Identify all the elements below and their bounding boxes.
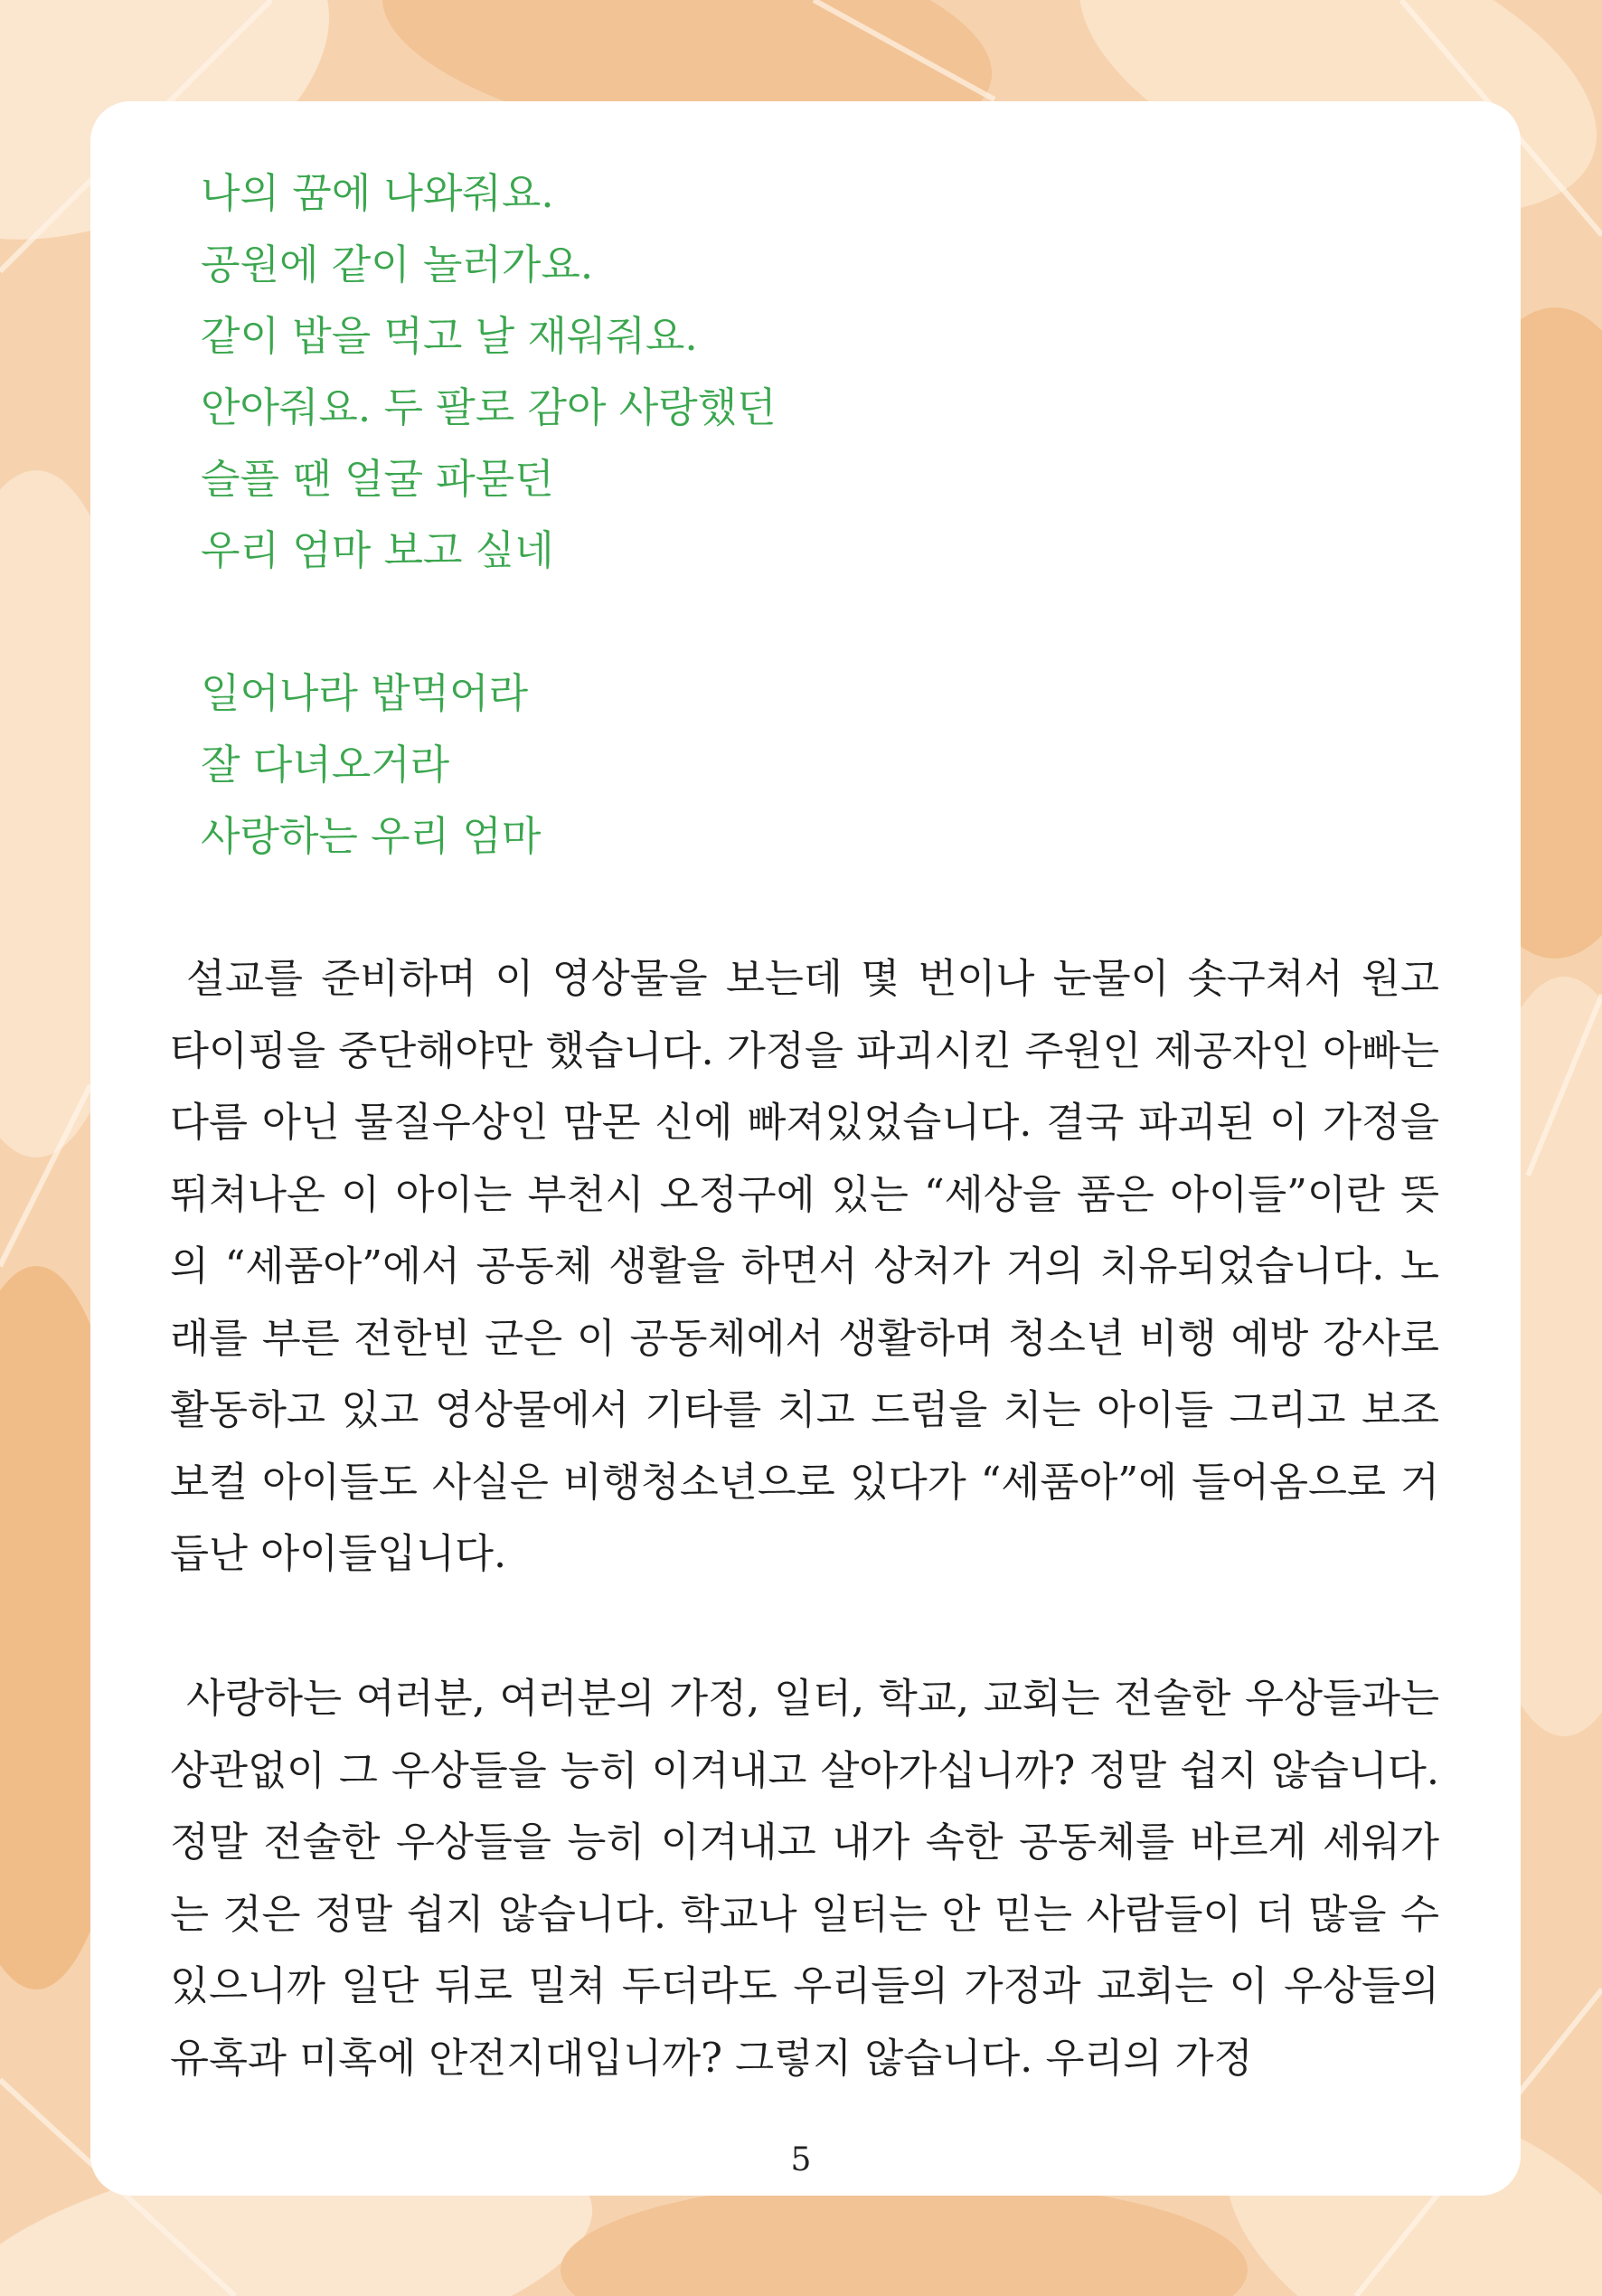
- stanza-gap: [201, 586, 777, 657]
- lyric-line: 슬플 땐 얼굴 파묻던: [201, 455, 554, 503]
- lyric-line: 안아줘요. 두 팔로 감아 사랑했던: [201, 383, 777, 431]
- body-paragraph-2: 사랑하는 여러분, 여러분의 가정, 일터, 학교, 교회는 전술한 우상들과는 상관없이 그 우상들을 능히 이겨내고 살아가십니까? 정말 쉽지 않습니다. 정말 전술한 우상들을 능히 이겨내고 내가 속한 공동체를 바르게 세워가는 것은 정말 쉽지 않습니다. 학교나 일터는 안 믿는 사람들이 더 많을 수 있으니까 일단 뒤로 밀쳐 두더라도 우리들의 가정과 교회는 이 우상들의 유혹과 미혹에 안전지대입니까? 그렇지 않습니다. 우리의 가정: [170, 1676, 1439, 2082]
- lyric-line: 잘 다녀오거라: [201, 741, 450, 789]
- lyric-line: 공원에 같이 놀러가요.: [201, 241, 594, 288]
- lyric-line: 우리 엄마 보고 싶네: [201, 526, 554, 574]
- body-paragraph-1: 설교를 준비하며 이 영상물을 보는데 몇 번이나 눈물이 솟구쳐서 원고 타이핑을 중단해야만 했습니다. 가정을 파괴시킨 주원인 제공자인 아빠는 다름 아닌 물질우상인 맘몬 신에 빠져있었습니다. 결국 파괴된 이 가정을 뛰쳐나온 이 아이는 부천시 오정구에 있는 “세상을 품은 아이들”이란 뜻의 “세품아”에서 공동체 생활을 하면서 상처가 거의 치유되었습니다. 노래를 부른 전한빈 군은 이 공동체에서 생활하며 청소년 비행 예방 강사로 활동하고 있고 영상물에서 기타를 치고 드럼을 치는 아이들 그리고 보조보컬 아이들도 사실은 비행청소년으로 있다가 “세품아”에 들어옴으로 거듭난 아이들입니다.: [170, 956, 1439, 1577]
- page-number: 5: [790, 2141, 812, 2178]
- lyric-line: 사랑하는 우리 엄마: [201, 812, 542, 860]
- lyric-line: 일어나라 밥먹어라: [201, 669, 529, 717]
- lyric-line: 나의 꿈에 나와줘요.: [201, 169, 554, 217]
- song-lyrics: [201, 157, 777, 872]
- lyric-line: 같이 밥을 먹고 날 재워줘요.: [201, 312, 698, 360]
